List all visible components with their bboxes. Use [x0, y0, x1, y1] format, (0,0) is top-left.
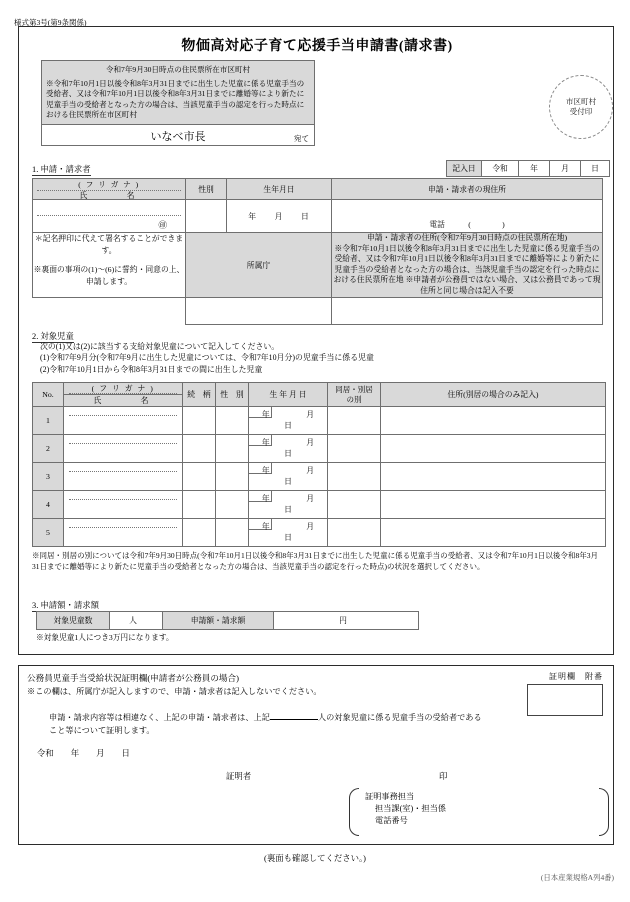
- official-body-2: 人の対象児童に係る児童手当の受給者である: [317, 713, 482, 722]
- note-signature: ＊記名押印に代えて署名することができます。: [34, 234, 184, 255]
- atena-label: 宛て: [294, 133, 309, 143]
- target-children-table: [32, 382, 606, 547]
- child-ymd-label: 年 月 日: [261, 494, 351, 514]
- certification-number-label: 証明欄 附番: [549, 672, 603, 681]
- entry-date-day[interactable]: 日: [581, 161, 610, 177]
- child-furigana-header: [64, 383, 183, 395]
- section-2-lead: [40, 341, 374, 375]
- note-pledge: ※裏面の事項の(1)～(6)に誓約・同意の上、申請します。: [33, 265, 185, 287]
- official-title: 公務員児童手当受給状況証明欄(申請者が公務員の場合): [27, 673, 239, 683]
- official-note: ※この欄は、所属庁が記入しますので、申請・請求者は記入しないでください。: [27, 687, 322, 696]
- child-count-blank[interactable]: [270, 710, 318, 720]
- child-birthdate-header: 生 年 月 日: [249, 383, 328, 407]
- child-cohabit-line-1: 同居・別居: [335, 384, 373, 394]
- affiliation-address-input[interactable]: [332, 298, 603, 325]
- affiliation-input-row: [33, 298, 603, 325]
- certifier-label: 証明者: [226, 772, 252, 781]
- entry-date-label: 記入日: [447, 161, 482, 177]
- municipal-receipt-seal-icon: [549, 75, 613, 139]
- affiliation-label-cell: 所属庁: [186, 233, 332, 298]
- cert-date-day[interactable]: 日: [121, 749, 130, 758]
- form-number: 様式第3号(第9条関係): [14, 18, 87, 27]
- entry-date-era[interactable]: 令和: [482, 161, 519, 177]
- child-address-input[interactable]: [381, 463, 606, 491]
- child-address-input[interactable]: [381, 407, 606, 435]
- official-body: [49, 710, 549, 737]
- cert-date-month[interactable]: 月: [96, 749, 105, 758]
- child-gender-input[interactable]: [216, 407, 249, 435]
- certifier-seal-mark: 印: [439, 772, 448, 781]
- address-header: 申請・請求者の現住所: [332, 179, 603, 200]
- child-ymd-label: 年 月 日: [261, 410, 351, 430]
- child-name-input[interactable]: [64, 491, 183, 519]
- child-address-input[interactable]: [381, 519, 606, 547]
- applicant-header-row: [33, 179, 603, 200]
- name-label: 氏 名: [79, 191, 139, 200]
- applicant-gender-input[interactable]: [186, 200, 227, 233]
- contact-content: [365, 791, 446, 827]
- telephone-label: 電話 ( ): [429, 220, 505, 229]
- child-cohabit-line-2: の別: [346, 394, 362, 404]
- contact-brace-box: [349, 788, 609, 834]
- child-name-header: 氏 名: [64, 395, 183, 407]
- child-relation-header: 続 柄: [183, 383, 216, 407]
- address-rule-2: ※申請者が公務員ではない場合、又は公務員であって現住所と同じ場合は記入不要: [405, 275, 601, 295]
- applicant-name-input-cell[interactable]: [33, 200, 186, 233]
- contact-line-2[interactable]: 担当課(室)・担当係: [375, 803, 446, 813]
- section-2-heading: 2. 対象児童: [32, 332, 74, 341]
- cert-date-era: 令和: [37, 749, 54, 758]
- gender-header: 性別: [186, 179, 227, 200]
- child-ymd-label: 年 月 日: [261, 438, 351, 458]
- applicant-input-row: [33, 200, 603, 233]
- furigana-label: ( フ リ ガ ナ ): [78, 180, 140, 189]
- right-brace-icon: [599, 788, 609, 836]
- child-count-label: 対象児童数: [37, 612, 110, 630]
- spacer-cell: [33, 298, 186, 325]
- contact-line-3[interactable]: 電話番号: [375, 815, 408, 825]
- child-address-input[interactable]: [381, 491, 606, 519]
- child-relation-input[interactable]: [183, 463, 216, 491]
- child-relation-input[interactable]: [183, 435, 216, 463]
- child-row-no: 4: [33, 491, 64, 519]
- cert-date-year[interactable]: 年: [70, 749, 80, 758]
- table-row: [33, 407, 606, 435]
- footer-note: (裏面も確認してください。): [264, 854, 366, 863]
- table-row: [33, 491, 606, 519]
- section-2-lead-3: (2)令和7年10月1日から令和8年3月31日までの間に出生した児童: [40, 364, 263, 374]
- table-row: [33, 435, 606, 463]
- child-name-dotted-rule: [69, 471, 177, 472]
- left-brace-icon: [349, 788, 359, 836]
- child-gender-input[interactable]: [216, 435, 249, 463]
- children-header-furigana-row: [33, 383, 606, 395]
- entry-date-month[interactable]: 月: [550, 161, 581, 177]
- applicant-notes-row: [33, 233, 603, 298]
- applicant-name-header-cell: [33, 179, 186, 200]
- official-certification-frame: [18, 665, 614, 845]
- applicant-address-input[interactable]: [332, 200, 603, 233]
- amount-label: 申請額・請求額: [163, 612, 274, 630]
- official-body-3: こと等について証明します。: [49, 726, 155, 736]
- section-2-lead-2: (1)令和7年9月分(令和7年9月に出生した児童については、令和7年10月分)の児童手当に係る児童: [40, 353, 374, 363]
- page-title: 物価高対応子育て応援手当申請書(請求書): [181, 39, 453, 54]
- entry-date-year[interactable]: 年: [519, 161, 550, 177]
- applicant-birthdate-input[interactable]: 年 月 日: [227, 200, 332, 233]
- amount-input[interactable]: 円: [274, 612, 419, 630]
- entry-date-table: [446, 160, 610, 177]
- child-address-input[interactable]: [381, 435, 606, 463]
- child-birthdate-input[interactable]: [249, 407, 351, 435]
- seal-line-1: 市区町村: [565, 96, 597, 106]
- section-2-note: ※同居・別居の別については令和7年9月30日時点(令和7年10月1日以後令和8年3月31日までに出生した児童に係る児童手当の受給者、又は令和7年10月1日以後令和8年3月31日までに離婚等により新たに児童手当の受給者となった方の場合は、当該児童手当の認定を行った時点)の状況を選択してください。: [32, 551, 598, 571]
- section-3-note: ※対象児童1人につき3万円になります。: [36, 633, 174, 642]
- child-furigana-label: ( フ リ ガ ナ ): [91, 384, 155, 393]
- child-birthdate-input[interactable]: [249, 463, 351, 491]
- table-row: [33, 519, 606, 547]
- child-gender-input[interactable]: [216, 491, 249, 519]
- birthdate-header: 生年月日: [227, 179, 332, 200]
- contact-line-1: 証明事務担当: [365, 792, 415, 801]
- child-name-dotted-rule: [69, 499, 177, 500]
- child-name-input[interactable]: [64, 407, 183, 435]
- section-2-lead-1: 次の(1)又は(2)に該当する支給対象児童について記入してください。: [40, 342, 280, 351]
- child-row-no: 3: [33, 463, 64, 491]
- child-row-no: 1: [33, 407, 64, 435]
- child-gender-input[interactable]: [216, 463, 249, 491]
- child-furigana-dotted-rule: [69, 393, 177, 394]
- paper-spec: (日本産業規格A列4番): [540, 873, 614, 882]
- name-dotted-rule: [37, 215, 181, 216]
- child-ymd-label: 年 月 日: [261, 466, 351, 486]
- table-row: [33, 463, 606, 491]
- seal-line-2: 受付印: [569, 107, 593, 116]
- official-body-1: 申請・請求内容等は相違なく、上記の申請・請求者は、上記: [49, 713, 270, 722]
- address-rule-title: 申請・請求者の住所(令和7年9月30日時点の住民票所在地): [366, 233, 568, 242]
- child-cohabit-header: [328, 383, 381, 407]
- child-no-header: No.: [33, 383, 64, 407]
- section-3-heading: 3. 申請額・請求額: [32, 601, 99, 610]
- section-1-heading: 1. 申請・請求者: [32, 165, 91, 174]
- child-name-input[interactable]: [64, 519, 183, 547]
- address-rule-cell: [332, 233, 603, 298]
- child-birthdate-input[interactable]: [249, 435, 351, 463]
- certification-date: [37, 747, 147, 759]
- address-rule-1: ※令和7年10月1日以後令和8年3月31日までに出生した児童に係る児童手当の受給者、又は令和7年10月1日以後令和8年3月31日までに離婚等により新たに児童手当の受給者となった方の場合は、当該児童手当の認定を行った時点における住民票所在地: [333, 243, 600, 285]
- addressee-mayor-row: [42, 124, 314, 145]
- child-relation-input[interactable]: [183, 519, 216, 547]
- child-name-input[interactable]: [64, 435, 183, 463]
- inkan-seal-icon: ㊞: [158, 220, 167, 230]
- child-count-input[interactable]: 人: [110, 612, 163, 630]
- child-name-dotted-rule: [69, 443, 177, 444]
- child-gender-header: 性 別: [216, 383, 249, 407]
- child-name-dotted-rule: [69, 415, 177, 416]
- child-birthdate-input[interactable]: [249, 491, 351, 519]
- child-name-input[interactable]: [64, 463, 183, 491]
- applicant-notes-cell: [33, 233, 186, 298]
- child-address-header: 住所(別居の場合のみ記入): [381, 383, 606, 407]
- child-relation-input[interactable]: [183, 407, 216, 435]
- child-row-no: 2: [33, 435, 64, 463]
- addressee-header: 令和7年9月30日時点の住民票所在市区町村: [105, 65, 251, 74]
- child-relation-input[interactable]: [183, 491, 216, 519]
- affiliation-input[interactable]: [186, 298, 332, 325]
- child-row-no: 5: [33, 519, 64, 547]
- amount-table: [36, 611, 419, 630]
- addressee-note: ※令和7年10月1日以後令和8年3月31日までに出生した児童に係る児童手当の受給者、又は令和7年10月1日以後令和8年3月31日までに離婚等により新たに児童手当の受給者となった方の場合は、当該児童手当の認定を行った時点における住民票所在市区町村: [46, 79, 305, 120]
- child-ymd-label: 年 月 日: [261, 522, 351, 542]
- child-gender-input[interactable]: [216, 519, 249, 547]
- addressee-box: [41, 60, 315, 146]
- child-name-dotted-rule: [69, 527, 177, 528]
- applicant-table: [32, 178, 603, 325]
- mayor-name: いなべ市長: [150, 130, 206, 143]
- child-birthdate-input[interactable]: [249, 519, 351, 547]
